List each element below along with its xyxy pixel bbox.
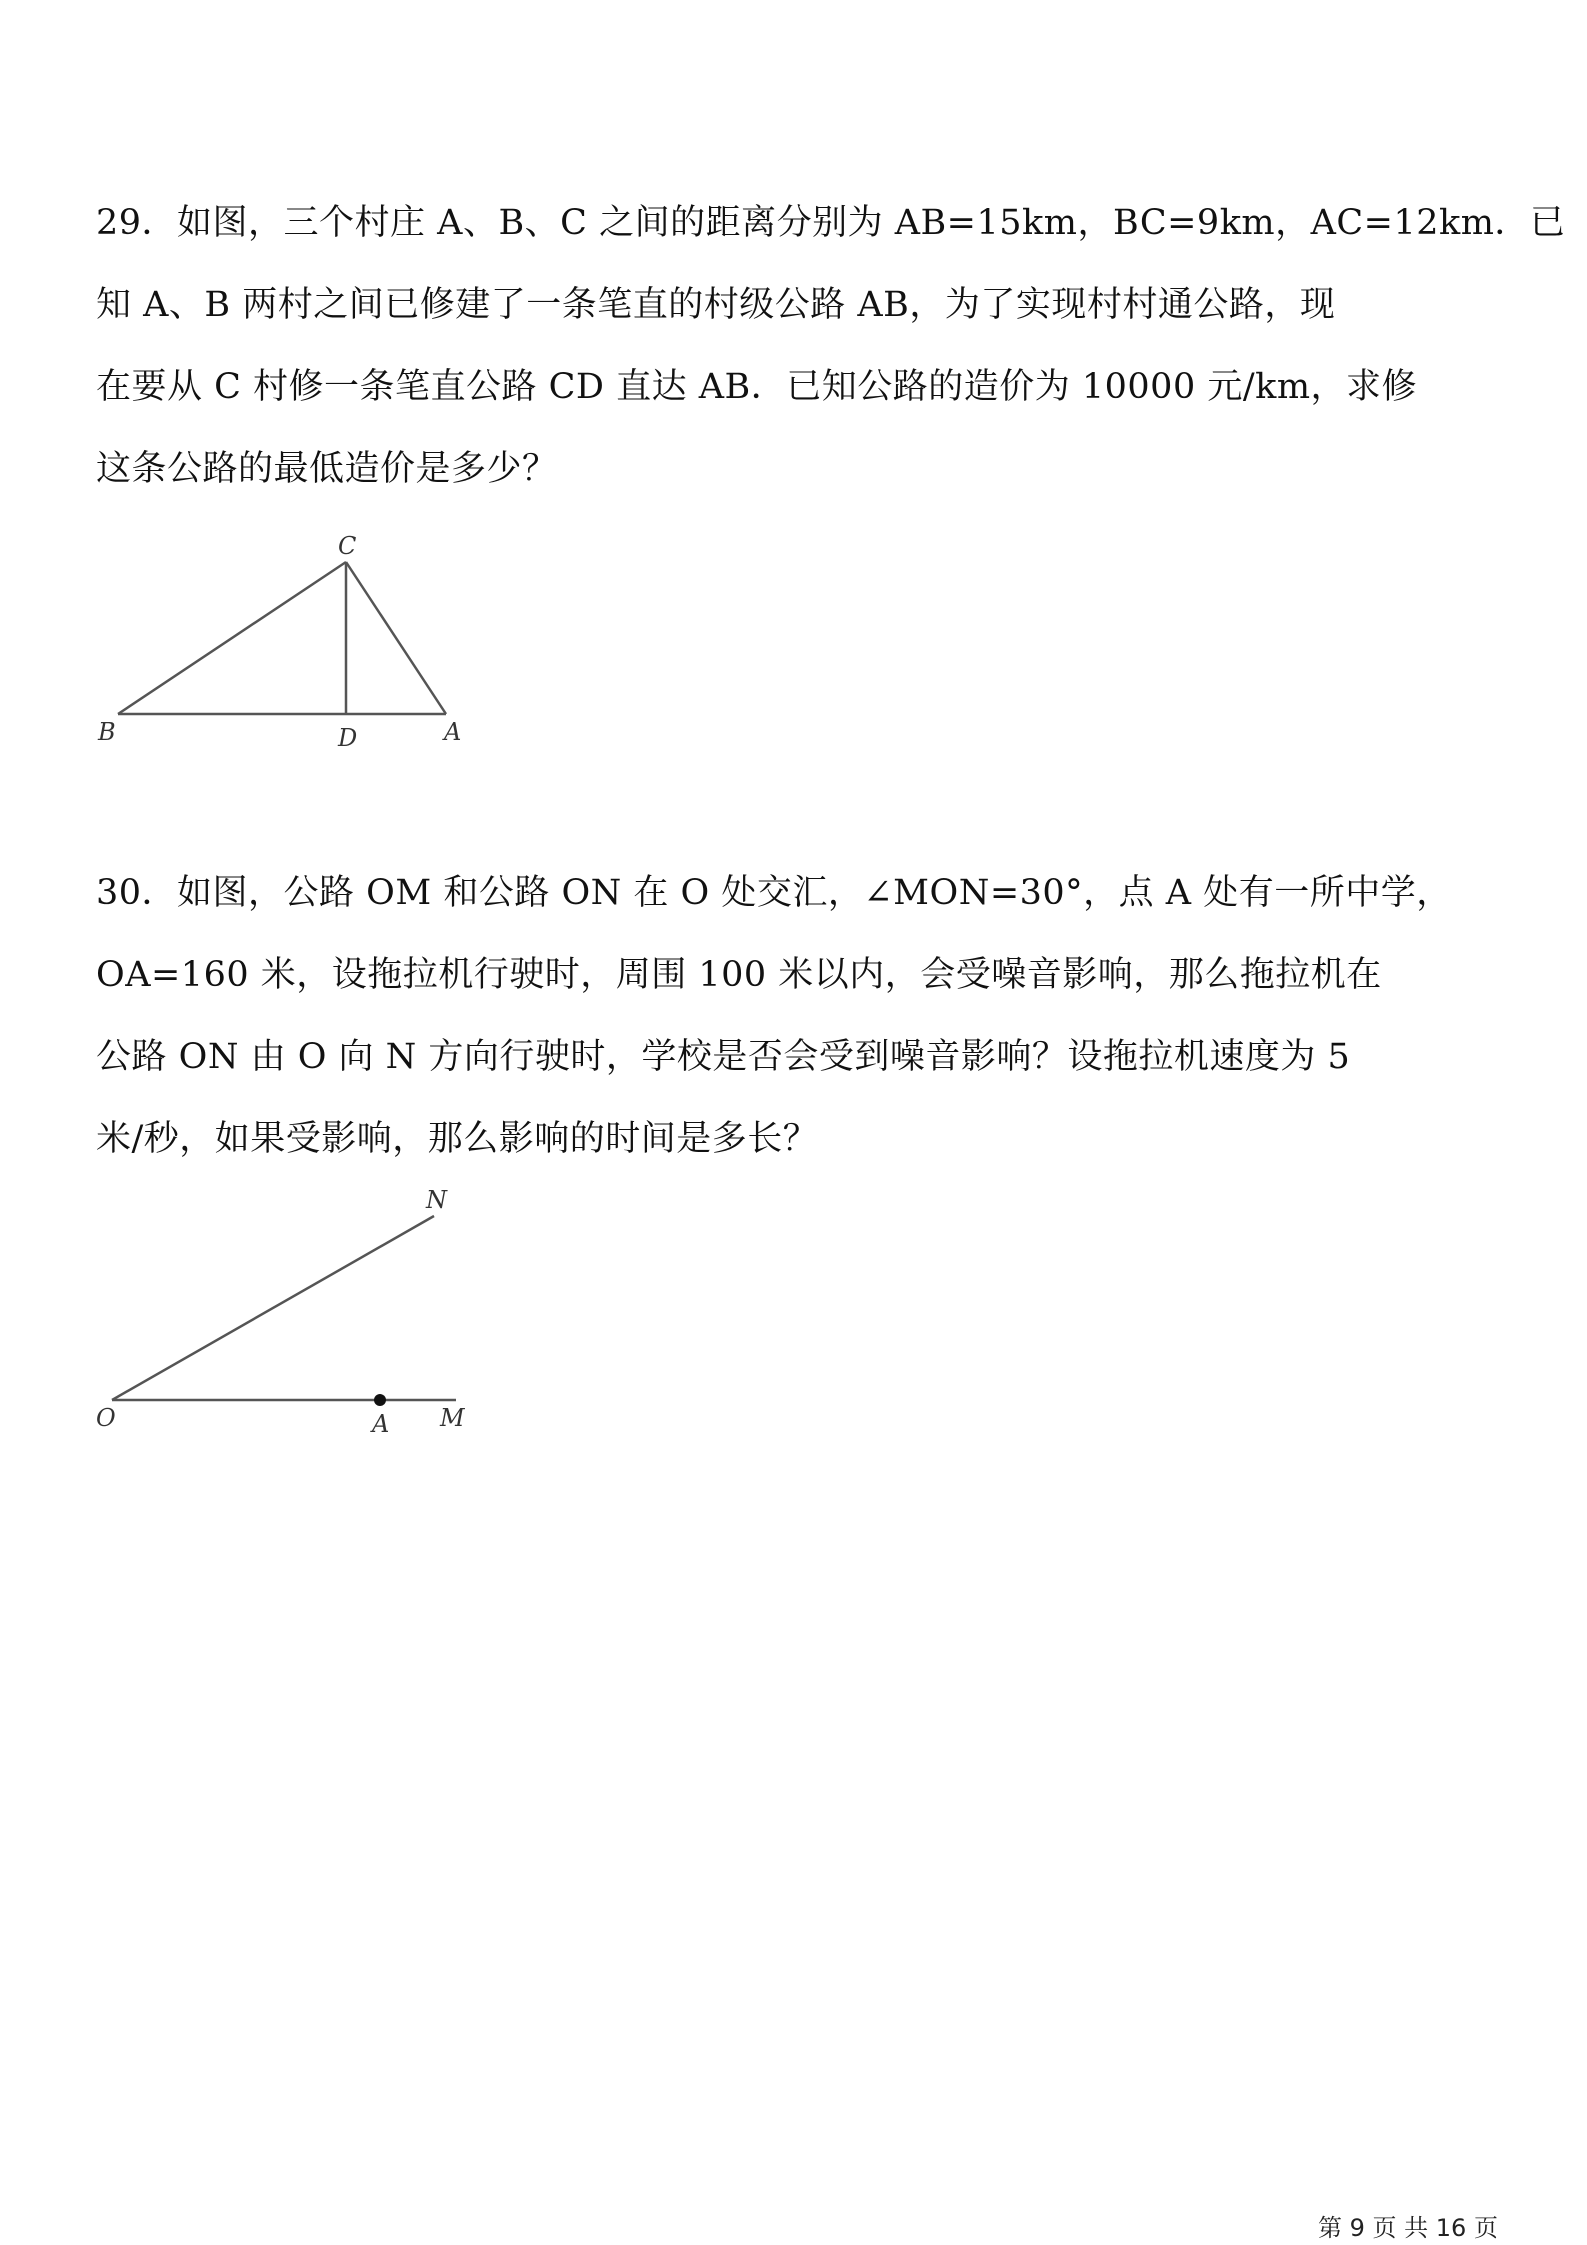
label-A: A bbox=[372, 1410, 390, 1438]
label-A: A bbox=[444, 718, 462, 746]
problem-29-line-3: 在要从 C 村修一条笔直公路 CD 直达 AB．已知公路的造价为 10000 元/km，求修 bbox=[96, 367, 1418, 407]
label-B: B bbox=[98, 718, 116, 746]
ray-ON bbox=[112, 1216, 434, 1400]
page-footer: 第 9 页 共 16 页 bbox=[1318, 2214, 1498, 2242]
problem-29-line-4: 这条公路的最低造价是多少？ bbox=[96, 449, 558, 489]
point-A bbox=[374, 1394, 386, 1406]
label-D: D bbox=[338, 724, 358, 752]
problem-30-line-2: OA=160 米，设拖拉机行驶时，周围 100 米以内，会受噪音影响，那么拖拉机在 bbox=[96, 955, 1382, 995]
segment-CA bbox=[346, 562, 446, 714]
label-O: O bbox=[96, 1404, 116, 1432]
problem-29 bbox=[96, 182, 1566, 510]
label-C: C bbox=[338, 532, 357, 560]
problem-30 bbox=[96, 852, 1506, 1180]
angle-figure bbox=[86, 1180, 486, 1440]
triangle-figure bbox=[86, 520, 486, 760]
triangle-diagram bbox=[86, 520, 486, 760]
segment-BC bbox=[118, 562, 346, 714]
label-M: M bbox=[440, 1404, 465, 1432]
problem-29-line-1: 29．如图，三个村庄 A、B、C 之间的距离分别为 AB=15km，BC=9km，AC=12km．已 bbox=[96, 203, 1566, 243]
label-N: N bbox=[426, 1186, 447, 1214]
problem-30-line-1: 30．如图，公路 OM 和公路 ON 在 O 处交汇，∠MON=30°，点 A 处有一所中学， bbox=[96, 873, 1452, 913]
problem-30-line-3: 公路 ON 由 O 向 N 方向行驶时，学校是否会受到噪音影响？设拖拉机速度为 5 bbox=[96, 1037, 1351, 1077]
angle-diagram bbox=[86, 1180, 486, 1440]
problem-30-line-4: 米/秒，如果受影响，那么影响的时间是多长？ bbox=[96, 1119, 819, 1159]
problem-29-line-2: 知 A、B 两村之间已修建了一条笔直的村级公路 AB，为了实现村村通公路，现 bbox=[96, 285, 1336, 325]
